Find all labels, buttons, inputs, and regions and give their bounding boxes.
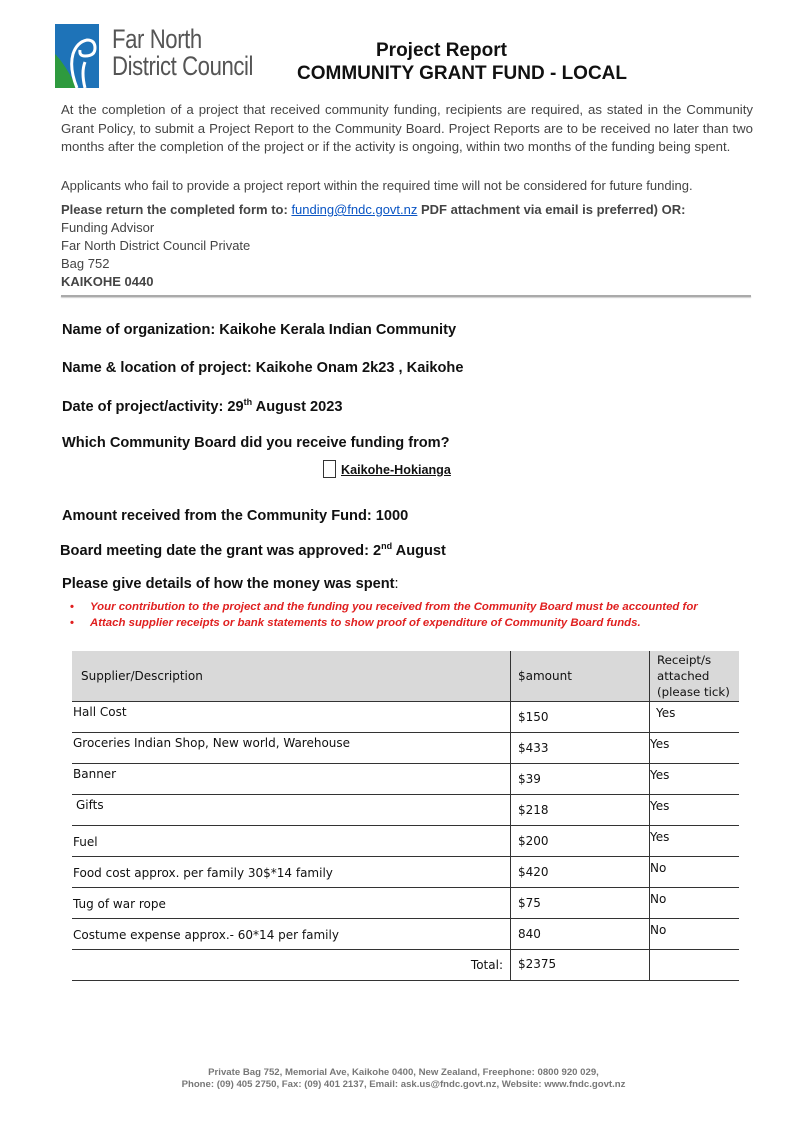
footer-line: Phone: (09) 405 2750, Fax: (09) 401 2137, Email: ask.us@fndc.govt.nz, Website: www.fndc.govt.nz <box>181 1079 626 1090</box>
address-line: Funding Advisor <box>61 220 155 235</box>
funding-email-link[interactable]: funding@fndc.govt.nz <box>291 202 418 217</box>
row-description: Groceries Indian Shop, New world, Warehouse <box>72 733 511 764</box>
row-receipt: Yes <box>650 826 740 857</box>
late-report-note: Applicants who fail to provide a project report within the required time will not be considered for future funding. <box>61 178 693 193</box>
footer-line: Private Bag 752, Memorial Ave, Kaikohe 0400, New Zealand, Freephone: 0800 920 029, <box>208 1067 599 1078</box>
project-field: Name & location of project: Kaikohe Onam 2k23 , Kaikohe <box>62 360 464 376</box>
meeting-ordinal: nd <box>381 541 393 551</box>
row-description: Hall Cost <box>72 702 511 733</box>
header-amount: $amount <box>511 651 650 702</box>
date-suffix: August 2023 <box>252 398 343 415</box>
row-description: Costume expense approx.- 60*14 per family <box>72 919 511 950</box>
council-name-line1: Far North <box>112 24 202 54</box>
return-instructions <box>61 202 685 217</box>
spending-label-text: Please give details of how the money was spent <box>62 576 395 592</box>
address-line: Bag 752 <box>61 256 110 271</box>
row-amount: $39 <box>511 764 650 795</box>
board-checkbox[interactable] <box>323 460 336 478</box>
row-amount: $150 <box>511 702 650 733</box>
row-receipt: Yes <box>650 702 740 733</box>
header-description: Supplier/Description <box>72 651 511 702</box>
instruction-item: • Your contribution to the project and the funding you received from the Community Board must be accounted for <box>70 601 698 617</box>
board-question: Which Community Board did you receive funding from? <box>62 435 450 451</box>
row-receipt: Yes <box>650 795 740 826</box>
council-logo <box>55 24 99 88</box>
council-name-line2: District Council <box>112 51 254 81</box>
intro-paragraph: At the completion of a project that received community funding, recipients are required, as stated in the Community Grant Policy, to submit a Project Report to the Community Board. Project Reports are to be received no later than two months after the completion of the project or if the activity is ongoing, within two months of the funding being spent. <box>61 102 753 154</box>
return-label: Please return the completed form to: <box>61 202 292 217</box>
postal-address <box>61 219 250 291</box>
organization-field: Name of organization: Kaikohe Kerala Indian Community <box>62 322 457 338</box>
board-name: Kaikohe-Hokianga <box>341 463 451 477</box>
table-row <box>72 888 739 919</box>
total-receipt-cell <box>650 950 740 981</box>
date-field <box>62 397 342 415</box>
row-receipt: Yes <box>650 764 740 795</box>
table-row <box>72 826 739 857</box>
spending-label-colon: : <box>394 576 399 592</box>
address-line: Far North District Council Private <box>61 238 251 253</box>
row-description: Fuel <box>72 826 511 857</box>
meeting-prefix: Board meeting date the grant was approved: 2 <box>60 542 382 559</box>
row-amount: $200 <box>511 826 650 857</box>
table-total-row <box>72 950 739 981</box>
row-description: Banner <box>72 764 511 795</box>
expenditure-table <box>72 651 739 981</box>
table-row <box>72 733 739 764</box>
row-receipt: Yes <box>650 733 740 764</box>
return-suffix: PDF attachment via email is preferred) OR: <box>417 202 686 217</box>
row-amount: 840 <box>511 919 650 950</box>
date-prefix: Date of project/activity: 29 <box>62 398 244 415</box>
council-name <box>112 26 253 80</box>
address-city: KAIKOHE 0440 <box>61 274 154 289</box>
report-title-line2: COMMUNITY GRANT FUND - LOCAL <box>297 63 628 84</box>
row-amount: $433 <box>511 733 650 764</box>
table-header-row <box>72 651 739 702</box>
date-ordinal: th <box>243 397 253 407</box>
row-receipt: No <box>650 857 740 888</box>
section-divider <box>61 295 751 297</box>
row-amount: $75 <box>511 888 650 919</box>
spending-label <box>62 576 399 592</box>
meeting-date-field <box>60 541 446 559</box>
total-label: Total: <box>72 950 511 981</box>
instructions-list <box>70 601 698 633</box>
meeting-suffix: August <box>392 542 446 559</box>
row-description: Food cost approx. per family 30$*14 family <box>72 857 511 888</box>
row-receipt: No <box>650 919 740 950</box>
row-amount: $420 <box>511 857 650 888</box>
amount-field: Amount received from the Community Fund: 1000 <box>62 508 409 524</box>
table-row <box>72 795 739 826</box>
table-row <box>72 764 739 795</box>
instruction-item: • Attach supplier receipts or bank statements to show proof of expenditure of Community Board funds. <box>70 617 698 633</box>
table-row <box>72 702 739 733</box>
table-row <box>72 857 739 888</box>
row-amount: $218 <box>511 795 650 826</box>
header-receipt: Receipt/s attached (please tick) <box>650 651 740 702</box>
row-description: Gifts <box>72 795 511 826</box>
row-description: Tug of war rope <box>72 888 511 919</box>
total-value: $2375 <box>511 950 650 981</box>
row-receipt: No <box>650 888 740 919</box>
table-row <box>72 919 739 950</box>
report-title-line1: Project Report <box>376 40 507 61</box>
footer-contact <box>0 1067 807 1091</box>
